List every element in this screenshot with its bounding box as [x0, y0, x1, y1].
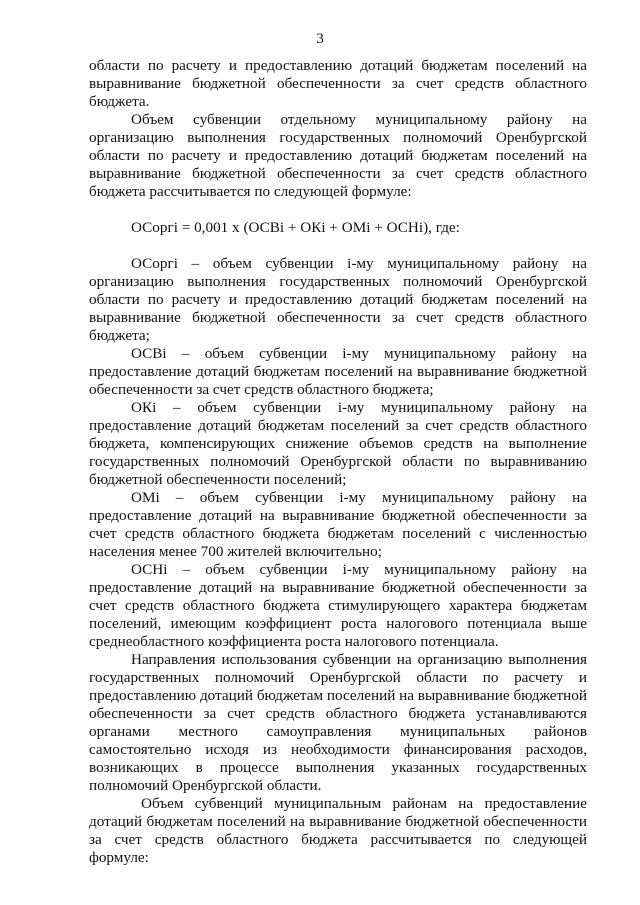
paragraph-subventions-formula-intro: Объем субвенций муниципальным районам на предоставление дотаций бюджетам поселений на выравнивание бюджетной обеспеченности за счет средств областного бюджета рассчитывается по следующей формуле:	[89, 795, 587, 866]
definition-osv: ОСВi – объем субвенции i-му муниципальному району на предоставление дотаций бюджетам поселений на выравнивание бюджетной обеспеченности за счет средств областного бюджета;	[89, 345, 587, 398]
paragraph-usage-directions: Направления использования субвенции на организацию выполнения государственных полномочий Оренбургской области по расчету и предоставлению дотаций бюджетам поселений на выравнивание бюджетной обеспеченности за счет средств областного бюджета устанавливаются органами местного самоуправления муниципальных районов самостоятельно исходя из необходимости финансирования расходов, возникающих в процессе выполнения указанных государственных полномочий Оренбургской области.	[89, 651, 587, 794]
document-body	[89, 57, 587, 867]
definition-osorg: ОСоргi – объем субвенции i-му муниципальному району на организацию выполнения государственных полномочий Оренбургской области по расчету и предоставлению дотаций бюджетам поселений на выравнивание бюджетной обеспеченности за счет средств областного бюджета;	[89, 255, 587, 344]
spacer	[89, 237, 587, 255]
definition-om: ОМi – объем субвенции i-му муниципальному району на предоставление дотаций на выравнивание бюджетной обеспеченности за счет средств областного бюджета бюджетам поселений с численностью населения менее 700 жителей включительно;	[89, 489, 587, 560]
paragraph-continuation: области по расчету и предоставлению дотаций бюджетам поселений на выравнивание бюджетной обеспеченности за счет средств областного бюджета.	[89, 57, 587, 110]
definition-osn: ОСНi – объем субвенции i-му муниципальному району на предоставление дотаций на выравнивание бюджетной обеспеченности за счет средств областного бюджета стимулирующего характера бюджетам поселений, имеющим коэффициент роста налогового потенциала выше среднеобластного коэффициента роста налогового потенциала.	[89, 561, 587, 650]
page-number: 3	[316, 30, 324, 47]
formula: ОСоргi = 0,001 x (ОСВi + ОКi + ОМi + ОСНi), где:	[131, 219, 460, 236]
spacer	[89, 201, 587, 219]
paragraph-subvention-volume: Объем субвенции отдельному муниципальному району на организацию выполнения государственных полномочий Оренбургской области по расчету и предоставлению дотаций бюджетам поселений на выравнивание бюджетной обеспеченности за счет средств областного бюджета рассчитывается по следующей формуле:	[89, 111, 587, 200]
definition-ok: ОКi – объем субвенции i-му муниципальному району на предоставление дотаций бюджетам поселений за счет средств областного бюджета, компенсирующих снижение объемов средств на выполнение государственных полномочий Оренбургской области по выравниванию бюджетной обеспеченности поселений;	[89, 399, 587, 488]
